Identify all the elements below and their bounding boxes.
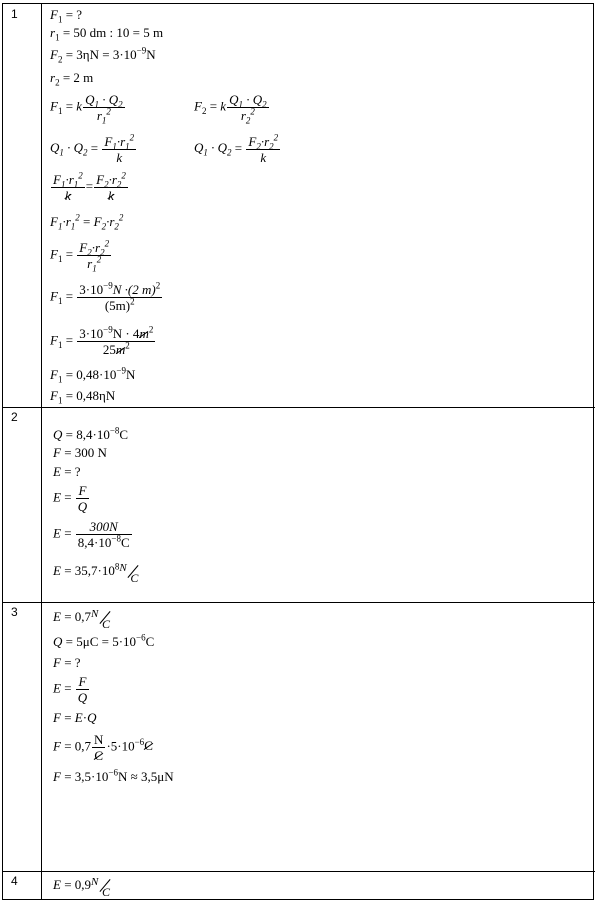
row-divider (3, 407, 595, 408)
formula-f: F = E·Q (53, 710, 97, 725)
given-e: E = 0,9 N C (53, 876, 113, 896)
given-f: F = 300 N (53, 445, 107, 460)
unknown-e: E = ? (53, 464, 81, 479)
given-q: $Q = 5\mu C = 5\cdot 10^{-6}C$ (53, 632, 155, 649)
unit-n-per-c: N C (119, 562, 139, 585)
f1-answer: $F_1 = 0,48\eta N$ (50, 388, 116, 406)
given-f2: $F_2 = 3\eta N = 3\cdot 10^{-9}N$ (50, 45, 156, 65)
unit-n-per-c: N C (91, 608, 111, 631)
e-substituted: E = $\frac{300N}{8,4\cdot 10^{-8}C}$ (53, 519, 130, 550)
row-number: 2 (11, 410, 18, 424)
equation-cancelled: $F_1\cdot r_1^2 = F_2\cdot r_2^2$ (50, 212, 124, 232)
given-e: E = 0,7 N C (53, 608, 113, 628)
unit-n-per-c: N C (91, 876, 111, 899)
given-q: $Q = 8,4\cdot 10^{-8}C$ (53, 425, 129, 442)
coulomb-f2: $F_2 = k$ $\frac{Q_1 \cdot Q_2}{r_2^2}$ (194, 92, 267, 126)
column-divider (41, 4, 42, 899)
coulomb-f1: $F_1 = k$ $\frac{Q_1 \cdot Q_2}{r_1^2}$ (50, 92, 123, 126)
f1-simplified: $F_1$ = $\frac{3\cdot 10^{-9}N \cdot 4m^2}{25m^2}$ (50, 324, 154, 357)
row-divider (3, 602, 595, 603)
f-substituted: F = 0,7 $\frac{N}{C}$ $\cdot 5\cdot 10^{-6}C$ (53, 732, 153, 763)
f-result: $F = 3,5\cdot 10^{-6}N \approx 3,5\mu N$ (53, 767, 174, 784)
row-number: 4 (11, 874, 18, 888)
f1-solved: $F_1$ = $\frac{F_2\cdot r_2^2}{r_1^2}$ (50, 238, 110, 274)
f1-result: $F_1 = 0,48\cdot 10^{-9}N$ (50, 365, 136, 385)
formula-e: E = $\frac{F}{Q}$ (53, 483, 88, 514)
q-product-1: $Q_1 \cdot Q_2$ = $\frac{F_1\cdot r_1^2}{k}$ (50, 132, 135, 165)
q-product-2: $Q_1 \cdot Q_2$ = $\frac{F_2\cdot r_2^2}{k}$ (194, 132, 279, 165)
row-divider (3, 871, 595, 872)
row-number: 1 (11, 7, 18, 21)
given-f1: $F_1$ = ? (50, 7, 83, 25)
solution-table (2, 3, 594, 900)
f1-substituted: $F_1$ = $\frac{3\cdot 10^{-9}N \cdot(2 m)^2}{(5m)^2}$ (50, 280, 161, 313)
unknown-f: F = ? (53, 655, 81, 670)
given-r1: $r_1 = 50$ dm : 10 = 5 m (50, 25, 164, 43)
given-r2: $r_2 = 2$ m (50, 70, 94, 88)
row-number: 3 (11, 605, 18, 619)
e-result: $E = 35,7\cdot 10^8$ N C (53, 562, 141, 582)
formula-e: E = $\frac{F}{Q}$ (53, 674, 88, 705)
equation-equal: $\frac{F_1\cdot r_1^2}{k}$ = $\frac{F_2\cdot r_2^2}{k}$ (53, 170, 126, 203)
